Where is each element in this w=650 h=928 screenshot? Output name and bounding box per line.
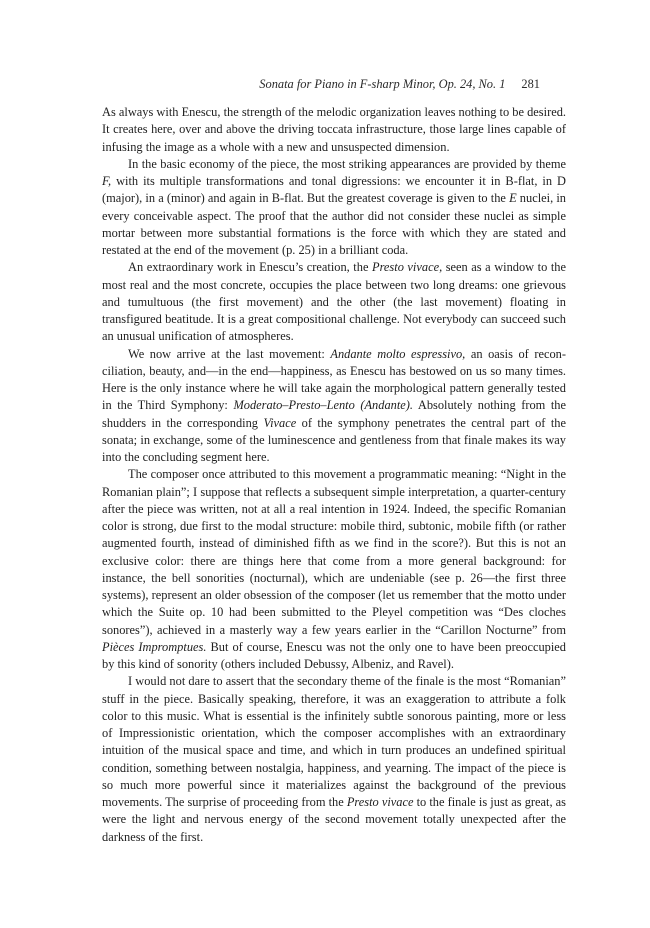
text-run: to the finale is just as great, as were the light and nervous energy of the second movement totally unexpected after the darkness of the first. — [102, 795, 567, 844]
body-text — [102, 104, 566, 846]
text-run: But of course, Enescu was not the only one to have been preoccupied by this kind of sonority (others included Debussy, Albeniz, and Ravel). — [102, 639, 566, 671]
text-run: The composer once attributed to this movement a programmatic meaning: “Night in the Romanian plain”; I suppose that reflects a subsequent simple interpretation, a quarter-century after the piece was written, not at all a real intention in 1924. Indeed, the specific Romanian color is strong, due first to the modal structure: mobile third, subtonic, mobile fifth (or rather augmented fourth, instead of diminished fifth as we find in the score?). But this is not an exclusive color: there are things here that come from a more general background: for instance, the bell sonorities (nocturnal), which are undeniable (see p. 26—the first three systems), represent an older obsession of the composer (let us remember that the motto under which the Suite op. 10 had been submitted to the Pleyel competition was “Des cloches sonores”), achieved in a masterly way a few years earlier in the “Carillon Nocturne” from — [102, 467, 566, 637]
paragraph — [102, 673, 566, 846]
page-number: 281 — [521, 77, 540, 91]
italic-text-run: Vivace — [263, 415, 297, 430]
italic-text-run: Andante molto espressivo, — [330, 346, 466, 361]
italic-text-run: Pièces Impromptues. — [102, 639, 207, 654]
text-run: of the symphony penetrates the central part of the sonata; in exchange, some of the luminescence and gentleness from that finale makes its way into the concluding segment here. — [102, 415, 566, 464]
paragraph — [102, 156, 566, 260]
paragraph — [102, 259, 566, 345]
text-run: with its multiple transformations and tonal digressions: we encounter it in B-flat, in D (major), in a (minor) and again in B-flat. But the greatest coverage is given to the — [102, 174, 566, 206]
paragraph — [102, 104, 566, 156]
running-head-title: Sonata for Piano in F-sharp Minor, Op. 24, No. 1 — [259, 77, 506, 91]
text-run: An extraordinary work in Enescu’s creation, the — [128, 260, 372, 275]
italic-text-run: Moderato–Presto–Lento (Andante). — [233, 398, 414, 413]
running-head — [259, 76, 540, 92]
text-run: I would not dare to assert that the secondary theme of the finale is the most “Romanian” stuff in the piece. Basically speaking, therefore, it was an exaggeration to attribute a folk color to this music. What is essential is the infinitely subtle sonorous painting, more or less of Impressionistic orientation, which the composer accomplishes with an extraordinary intuition of the musical space and time, and which in turn produces an undefined spiritual condition, something between nostalgia, happiness, and yearning. The impact of the piece is so much more powerful since it materializes against the background of the previous movements. The surprise of proceeding from the — [102, 674, 566, 809]
text-run: As always with Enescu, the strength of the melodic organization leaves nothing to be desired. It creates here, over and above the driving toccata infrastructure, those large lines capable of infusing the image as a whole with a new and unsuspected dimension. — [102, 105, 566, 154]
text-run: Absolutely nothing from the shudders in the corresponding — [102, 398, 566, 430]
text-run: We now arrive at the last movement: — [128, 346, 331, 361]
paragraph — [102, 346, 566, 467]
text-run: seen as a window to the most real and the most concrete, occupies the place between two long dreams: one grievous and tumultuous (the first movement) and the other (the last movement) floating in transfigured beatitude. It is a great compositional challenge. Not everybody can succeed such an unusual unification of atmospheres. — [102, 260, 566, 344]
italic-text-run: E — [509, 191, 517, 206]
text-run: an oasis of reconciliation, beauty, and—in the end—happiness, as Enescu has bestowed on us so many times. Here is the only instance where he will take again the morphological pattern generally tested in the Third Symphony: — [102, 346, 566, 413]
paragraph — [102, 466, 566, 673]
text-run: nuclei, in every conceivable aspect. The proof that the author did not consider these nuclei as simple mortar between more substantial formations is the force with which they are stated and restated at the end of the movement (p. 25) in a brilliant coda. — [102, 191, 566, 257]
italic-text-run: Presto vivace — [346, 795, 414, 809]
italic-text-run: Presto vivace, — [372, 260, 443, 275]
italic-text-run: F, — [102, 174, 112, 188]
text-run: In the basic economy of the piece, the most striking appearances are provided by theme — [128, 156, 566, 171]
